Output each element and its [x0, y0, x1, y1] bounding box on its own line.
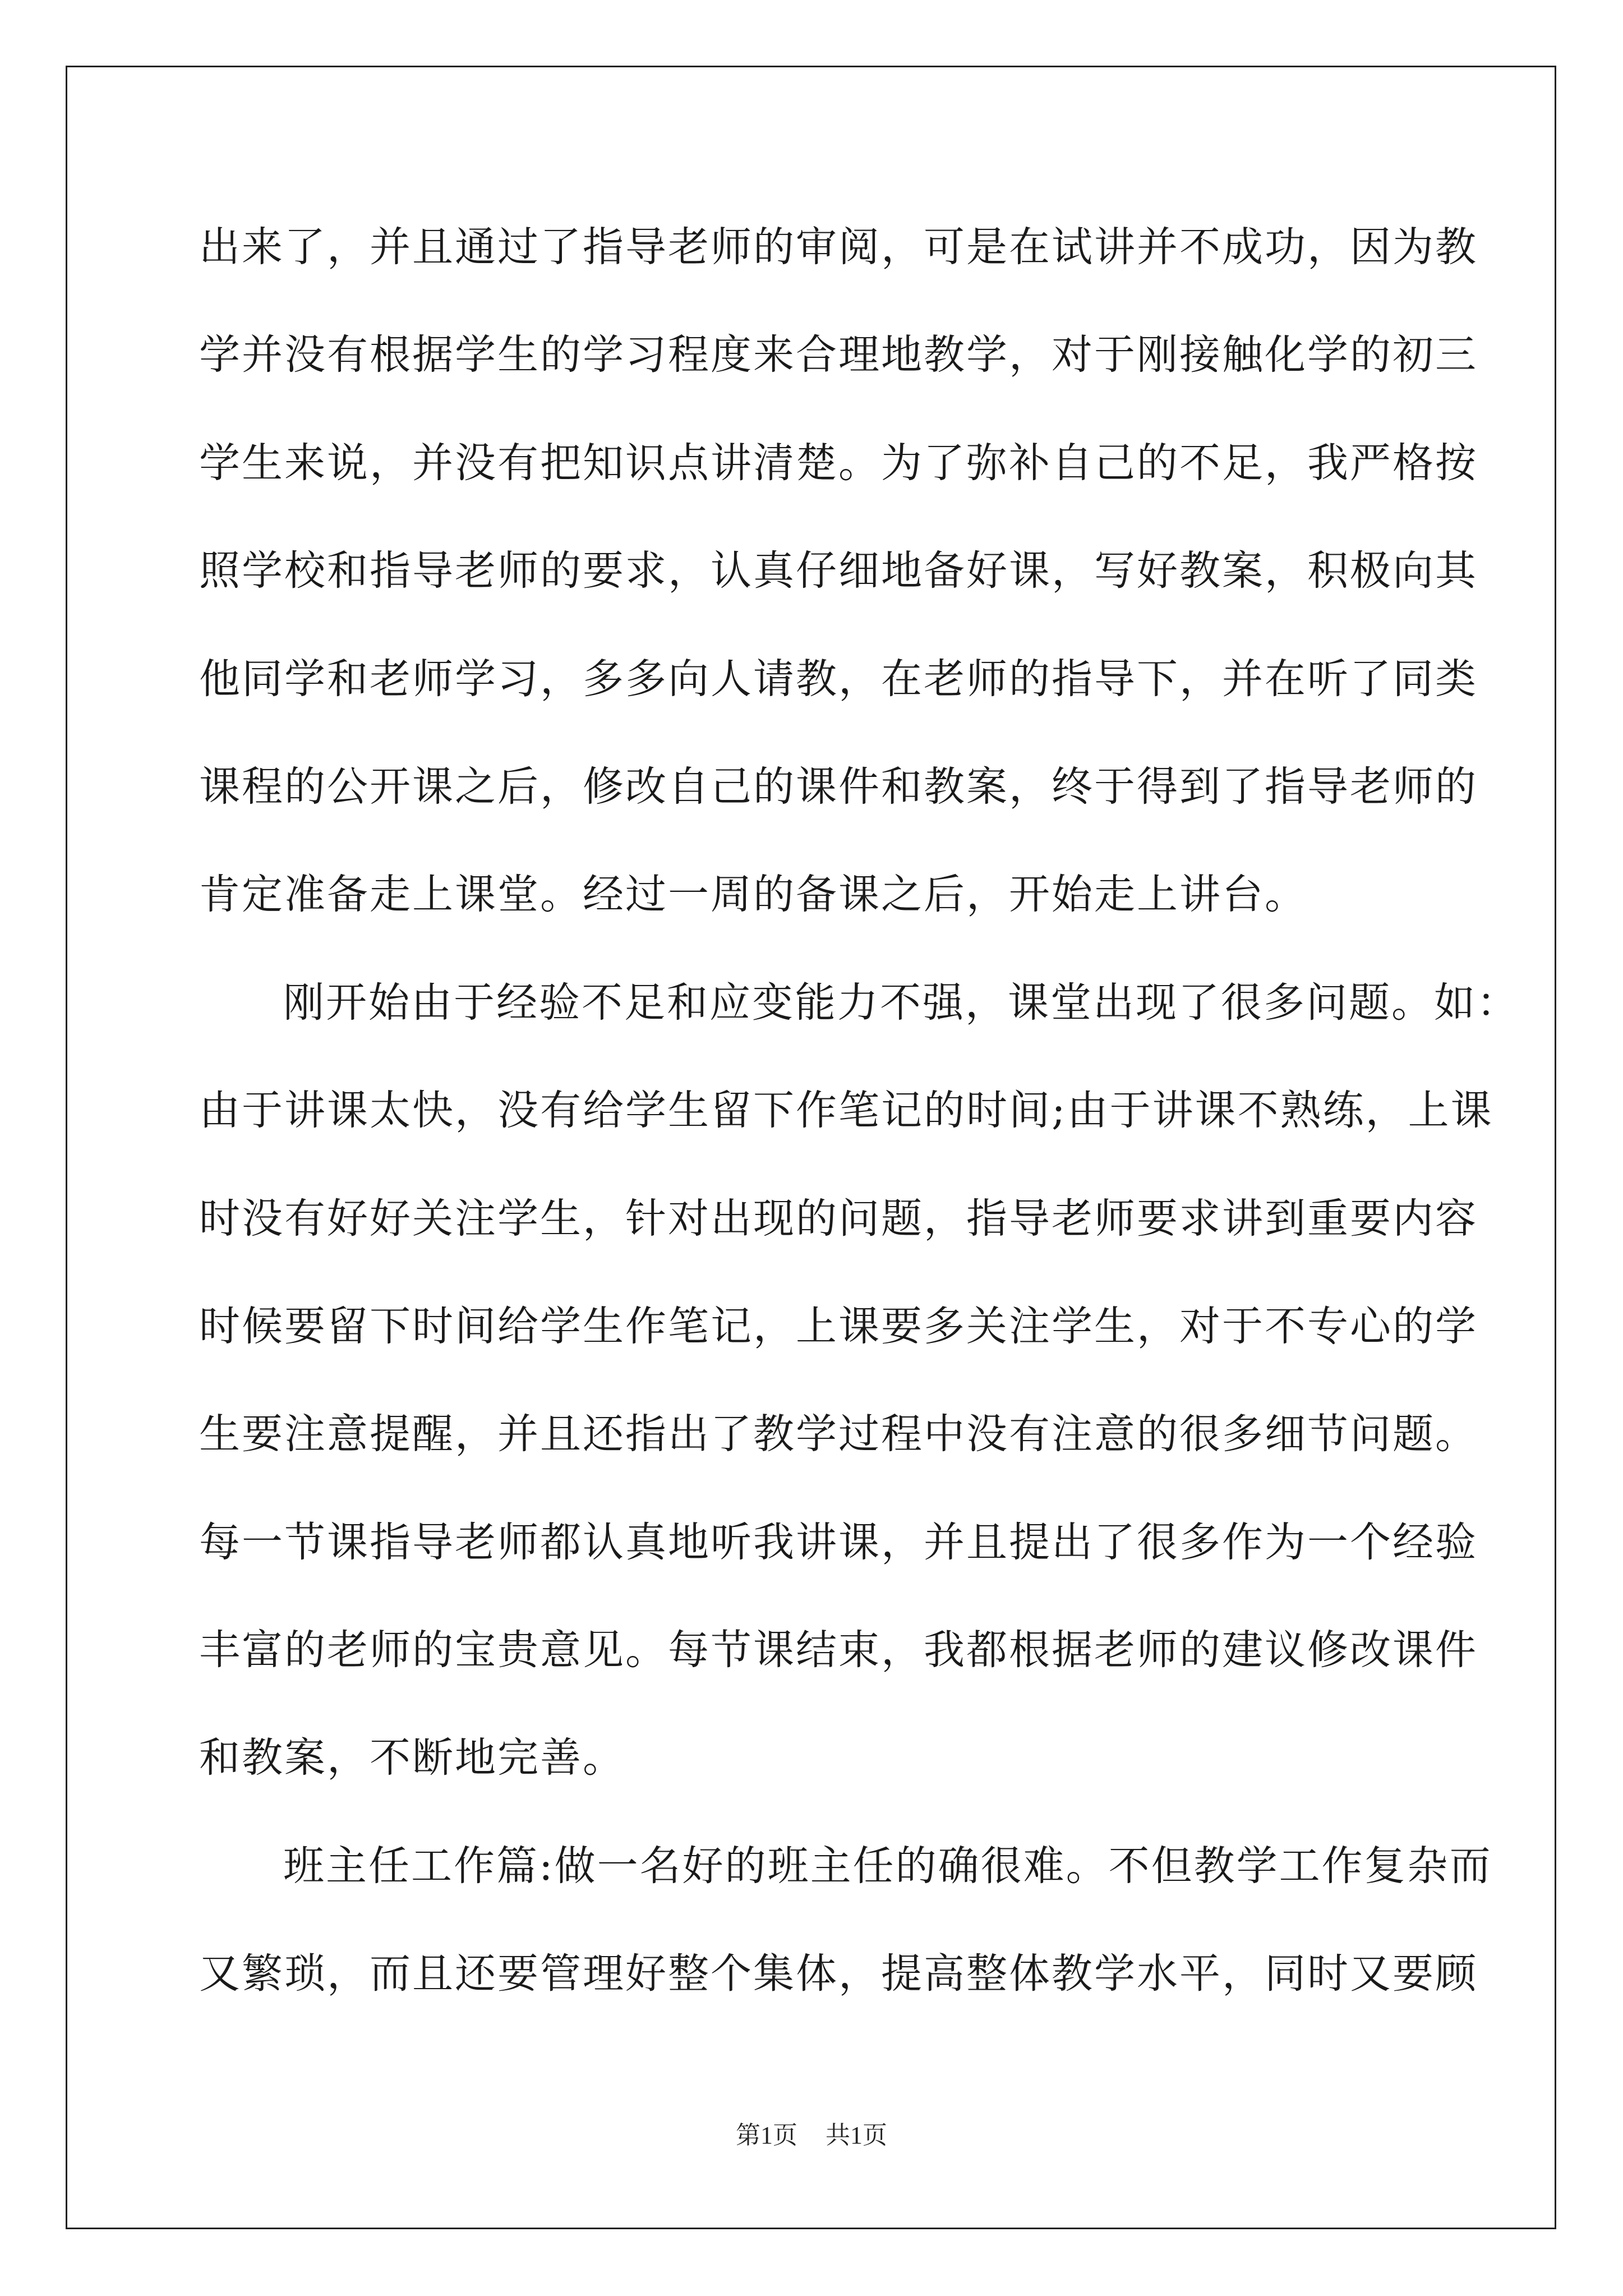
document-body [199, 194, 1519, 2028]
page-footer [0, 2115, 1623, 2151]
text-line: 丰富的老师的宝贵意见。每节课结束，我都根据老师的建议修改课件 [199, 1626, 1478, 1674]
text-line: 出来了，并且通过了指导老师的审阅，可是在试讲并不成功，因为教 [199, 223, 1478, 271]
paragraph-start-line: 刚开始由于经验不足和应变能力不强，课堂出现了很多问题。如： [283, 978, 1519, 1027]
text-line: 又繁琐，而且还要管理好整个集体，提高整体教学水平，同时又要顾 [199, 1950, 1478, 1998]
text-line: 肯定准备走上课堂。经过一周的备课之后，开始走上讲台。 [199, 871, 1307, 919]
text-line: 时没有好好关注学生，针对出现的问题，指导老师要求讲到重要内容 [199, 1194, 1478, 1243]
text-line: 每一节课指导老师都认真地听我讲课，并且提出了很多作为一个经验 [199, 1518, 1478, 1566]
text-line: 他同学和老师学习，多多向人请教，在老师的指导下，并在听了同类 [199, 655, 1478, 703]
text-line: 时候要留下时间给学生作笔记，上课要多关注学生，对于不专心的学 [199, 1302, 1478, 1350]
text-line: 生要注意提醒，并且还指出了教学过程中没有注意的很多细节问题。 [199, 1410, 1478, 1458]
page-total: 共1页 [826, 2122, 887, 2149]
text-line: 学生来说，并没有把知识点讲清楚。为了弥补自己的不足，我严格按 [199, 439, 1478, 487]
text-line: 由于讲课太快，没有给学生留下作笔记的时间;由于讲课不熟练，上课 [199, 1087, 1493, 1135]
text-line: 课程的公开课之后，修改自己的课件和教案，终于得到了指导老师的 [199, 762, 1478, 811]
text-line: 照学校和指导老师的要求，认真仔细地备好课，写好教案，积极向其 [199, 547, 1478, 595]
paragraph-start-line: 班主任工作篇:做一名好的班主任的确很难。不但教学工作复杂而 [283, 1842, 1492, 1890]
page-number: 第1页 [736, 2122, 797, 2149]
text-line: 和教案，不断地完善。 [199, 1734, 625, 1782]
text-line: 学并没有根据学生的学习程度来合理地教学，对于刚接触化学的初三 [199, 331, 1478, 379]
